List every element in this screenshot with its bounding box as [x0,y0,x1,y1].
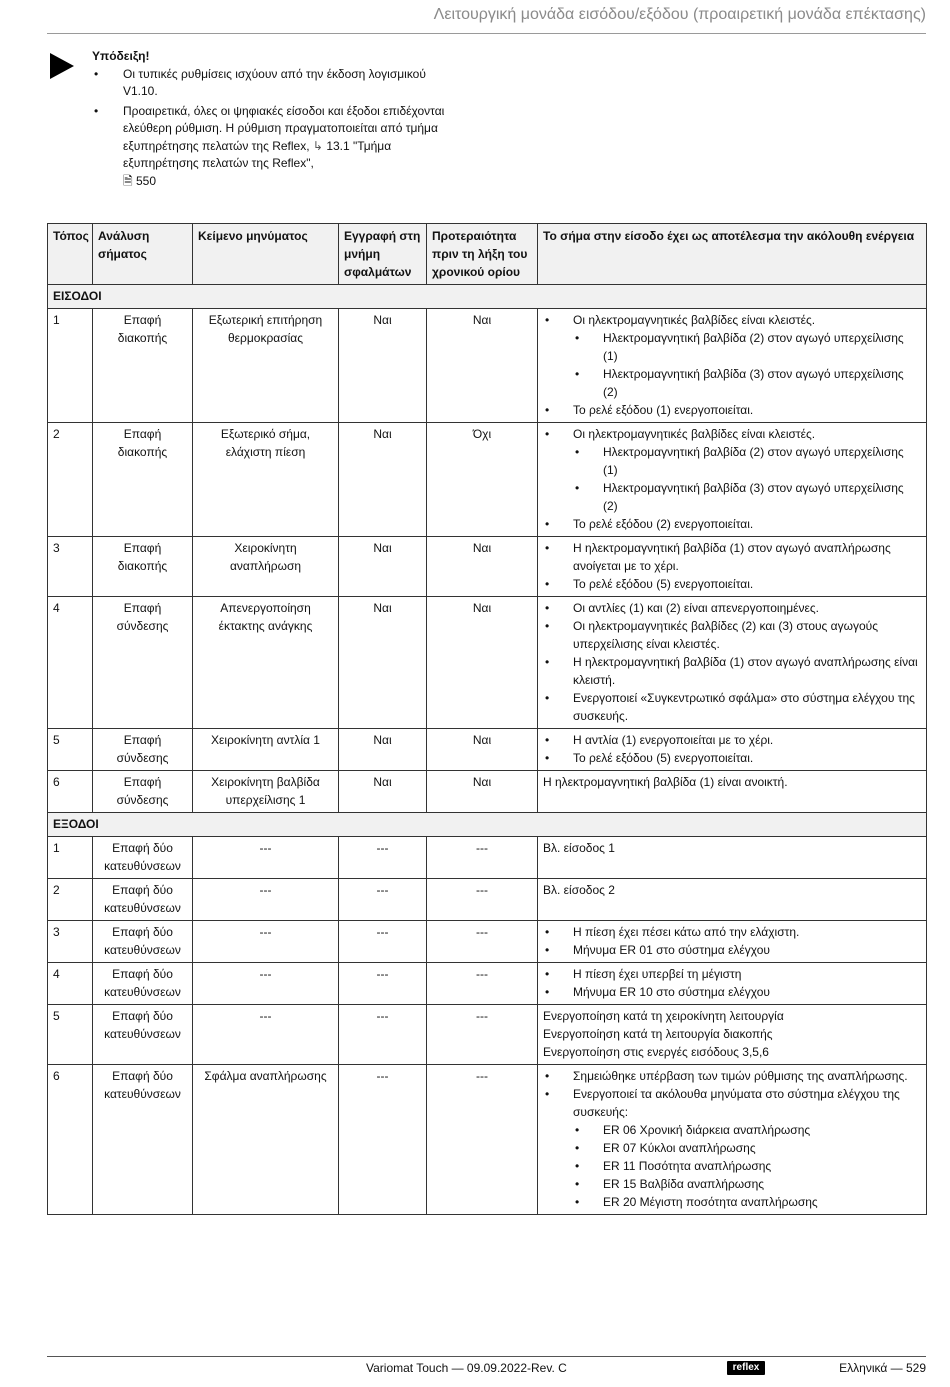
action-list [543,425,921,533]
cell-memory: --- [339,879,427,921]
action-item [543,1067,921,1085]
cell-priority: Ναι [427,729,538,771]
cell-priority: --- [427,837,538,879]
table-body [48,285,927,1215]
io-table [47,223,927,1215]
cell-priority: Ναι [427,537,538,597]
action-item [543,923,921,941]
page-reference: 550 [136,173,157,188]
note-item-text: Οι τυπικές ρυθμίσεις ισχύουν από την έκδοση λογισμικού V1.10. [123,66,426,98]
cell-message: Σφάλμα αναπλήρωσης [193,1065,339,1215]
action-subitem: • Ηλεκτρομαγνητική βαλβίδα (3) στον αγωγό υπερχείλισης (2) [573,365,921,401]
cell-signal: Επαφή δύο κατευθύνσεων [93,837,193,879]
action-subitem: • ER 06 Χρονική διάρκεια αναπλήρωσης [573,1121,921,1139]
cell-message: --- [193,837,339,879]
cell-signal: Επαφή δύο κατευθύνσεων [93,1005,193,1065]
action-item-text: Το ρελέ εξόδου (2) ενεργοποιείται. [573,517,754,531]
table-row [48,1065,927,1215]
footer-divider [47,1356,926,1357]
action-list [543,731,921,767]
cell-memory: --- [339,921,427,963]
cell-location: 6 [48,771,93,813]
table-row [48,837,927,879]
action-item [543,401,921,419]
cell-message: --- [193,879,339,921]
action-list [543,965,921,1001]
table-row [48,963,927,1005]
note-arrow-icon [50,53,74,79]
cell-location: 5 [48,1005,93,1065]
table-row [48,597,927,729]
action-item-text: Οι ηλεκτρομαγνητικές βαλβίδες (2) και (3) στους αγωγούς υπερχείλισης είναι κλειστές. [573,619,878,651]
page-icon: 🗎 [123,173,133,188]
action-item [543,941,921,959]
cell-priority: Ναι [427,771,538,813]
section-row [48,813,927,837]
cell-location: 4 [48,963,93,1005]
action-list [543,923,921,959]
cell-message: Χειροκίνητη βαλβίδα υπερχείλισης 1 [193,771,339,813]
cell-signal: Επαφή δύο κατευθύνσεων [93,879,193,921]
cell-signal: Επαφή σύνδεσης [93,597,193,729]
section-row [48,285,927,309]
action-item-text: Η πίεση έχει πέσει κάτω από την ελάχιστη. [573,925,800,939]
header-memory: Εγγραφή στη μνήμη σφαλμάτων [339,224,427,285]
section-label: ΕΙΣΟΔΟΙ [48,285,927,309]
table-row [48,309,927,423]
action-subitem: • ER 15 Βαλβίδα αναπλήρωσης [573,1175,921,1193]
note-title: Υπόδειξη! [92,49,150,63]
cell-action [538,921,927,963]
table-row [48,729,927,771]
action-subitem: • Ηλεκτρομαγνητική βαλβίδα (3) στον αγωγό υπερχείλισης (2) [573,479,921,515]
action-item [543,539,921,575]
table-row [48,1005,927,1065]
cell-message: --- [193,963,339,1005]
action-list [543,311,921,419]
cell-message: Εξωτερικό σήμα, ελάχιστη πίεση [193,423,339,537]
cell-signal: Επαφή δύο κατευθύνσεων [93,921,193,963]
header-action: Το σήμα στην είσοδο έχει ως αποτέλεσμα την ακόλουθη ενέργεια [538,224,927,285]
cell-priority: Ναι [427,597,538,729]
cell-priority: --- [427,879,538,921]
action-item-text: Η ηλεκτρομαγνητική βαλβίδα (1) στον αγωγό αναπλήρωσης είναι κλειστή. [573,655,918,687]
action-item [543,749,921,767]
action-subitem: • ER 11 Ποσότητα αναπλήρωσης [573,1157,921,1175]
cell-signal: Επαφή δύο κατευθύνσεων [93,1065,193,1215]
cell-priority: --- [427,1065,538,1215]
action-subitem: • Ηλεκτρομαγνητική βαλβίδα (2) στον αγωγό υπερχείλισης (1) [573,329,921,365]
header-signal: Ανάλυση σήματος [93,224,193,285]
cell-location: 1 [48,309,93,423]
action-text: Η ηλεκτρομαγνητική βαλβίδα (1) είναι ανοικτή. [543,775,788,789]
note-item-text: Προαιρετικά, όλες οι ψηφιακές είσοδοι και έξοδοι επιδέχονται ελεύθερη ρύθμιση. Η ρύθμιση πραγματοποιείται από τμήμα εξυπηρέτησης πελατών της Reflex, [123,103,445,153]
cell-action [538,879,927,921]
cell-memory: Ναι [339,309,427,423]
cell-message: Χειροκίνητη αντλία 1 [193,729,339,771]
action-item [543,599,921,617]
footer-page-number: Ελληνικά — 529 [839,1361,926,1375]
page-header-title: Λειτουργική μονάδα εισόδου/εξόδου (προαιρετική μονάδα επέκτασης) [433,6,926,23]
action-item-text: Σημειώθηκε υπέρβαση των τιμών ρύθμισης της αναπλήρωσης. [573,1069,908,1083]
action-item-text: Οι ηλεκτρομαγνητικές βαλβίδες είναι κλειστές. [573,313,816,327]
action-item-text: Το ρελέ εξόδου (5) ενεργοποιείται. [573,751,754,765]
cell-memory: --- [339,963,427,1005]
header-message: Κείμενο μηνύματος [193,224,339,285]
cell-memory: Ναι [339,597,427,729]
action-text: Ενεργοποίηση κατά τη χειροκίνητη λειτουργία [543,1009,784,1023]
cell-memory: --- [339,837,427,879]
action-item [543,689,921,725]
action-item-text: Οι ηλεκτρομαγνητικές βαλβίδες είναι κλειστές. [573,427,816,441]
action-item-text: Ενεργοποιεί τα ακόλουθα μηνύματα στο σύστημα ελέγχου της συσκευής: [573,1087,900,1119]
note-list [92,66,462,191]
cell-signal: Επαφή διακοπής [93,537,193,597]
action-subitem: • Ηλεκτρομαγνητική βαλβίδα (2) στον αγωγό υπερχείλισης (1) [573,443,921,479]
arrow-reference-icon: ↳ [312,138,323,153]
table-row [48,537,927,597]
cell-priority: --- [427,921,538,963]
cell-location: 2 [48,879,93,921]
action-item [543,731,921,749]
header-location: Τόπος [48,224,93,285]
footer-document-info: Variomat Touch — 09.09.2022-Rev. C [366,1361,567,1375]
cell-location: 5 [48,729,93,771]
action-item-text: Η ηλεκτρομαγνητική βαλβίδα (1) στον αγωγό αναπλήρωσης ανοίγεται με το χέρι. [573,541,891,573]
cross-reference-link[interactable]: 13.1 "Τμήμα εξυπηρέτησης πελατών της Reflex", [123,138,392,170]
cell-priority: --- [427,1005,538,1065]
cell-memory: --- [339,1065,427,1215]
action-sublist [573,329,921,401]
header-divider [47,33,926,34]
cell-location: 3 [48,921,93,963]
action-item-text: Το ρελέ εξόδου (5) ενεργοποιείται. [573,577,754,591]
cell-action [538,423,927,537]
cell-action [538,597,927,729]
cell-action [538,963,927,1005]
cell-action [538,309,927,423]
note-box [92,48,462,192]
cell-message: Χειροκίνητη αναπλήρωση [193,537,339,597]
cell-action [538,1065,927,1215]
action-text: Ενεργοποίηση κατά τη λειτουργία διακοπής [543,1027,773,1041]
action-item [543,575,921,593]
action-subitem: • ER 07 Κύκλοι αναπλήρωσης [573,1139,921,1157]
cell-message: --- [193,1005,339,1065]
action-list [543,539,921,593]
action-list [543,1067,921,1211]
cell-priority: Ναι [427,309,538,423]
table-header-row [48,224,927,285]
cell-action [538,771,927,813]
action-item-text: Οι αντλίες (1) και (2) είναι απενεργοποιημένες. [573,601,819,615]
cell-priority: --- [427,963,538,1005]
action-list [543,599,921,725]
cell-message: Απενεργοποίηση έκτακτης ανάγκης [193,597,339,729]
cell-signal: Επαφή δύο κατευθύνσεων [93,963,193,1005]
note-item [92,103,462,191]
action-text: Βλ. είσοδος 1 [543,841,615,855]
action-item-text: Η πίεση έχει υπερβεί τη μέγιστη [573,967,742,981]
cell-action [538,537,927,597]
action-sublist [573,443,921,515]
cell-action [538,1005,927,1065]
cell-signal: Επαφή διακοπής [93,423,193,537]
action-item-text: Ενεργοποιεί «Συγκεντρωτικό σφάλμα» στο σύστημα ελέγχου της συσκευής. [573,691,915,723]
cell-memory: Ναι [339,423,427,537]
action-item [543,617,921,653]
cell-memory: --- [339,1005,427,1065]
cell-location: 3 [48,537,93,597]
cell-message: --- [193,921,339,963]
cell-action [538,729,927,771]
cell-location: 6 [48,1065,93,1215]
action-item [543,965,921,983]
cell-message: Εξωτερική επιτήρηση θερμοκρασίας [193,309,339,423]
action-subitem: • ER 20 Μέγιστη ποσότητα αναπλήρωσης [573,1193,921,1211]
table-row [48,879,927,921]
cell-location: 2 [48,423,93,537]
table-row [48,921,927,963]
action-text: Βλ. είσοδος 2 [543,883,615,897]
cell-location: 1 [48,837,93,879]
cell-signal: Επαφή σύνδεσης [93,771,193,813]
cell-action [538,837,927,879]
action-sublist [573,1121,921,1211]
action-item [543,653,921,689]
action-item [543,983,921,1001]
cell-signal: Επαφή διακοπής [93,309,193,423]
note-item [92,66,462,101]
action-item [543,425,921,515]
action-item-text: Μήνυμα ER 10 στο σύστημα ελέγχου [573,985,770,999]
table-row [48,771,927,813]
action-item [543,515,921,533]
cell-priority: Όχι [427,423,538,537]
header-priority: Προτεραιότητα πριν τη λήξη του χρονικού ορίου [427,224,538,285]
action-item-text: Η αντλία (1) ενεργοποιείται με το χέρι. [573,733,774,747]
cell-memory: Ναι [339,771,427,813]
action-item-text: Το ρελέ εξόδου (1) ενεργοποιείται. [573,403,754,417]
reflex-logo: reflex [727,1361,765,1375]
cell-memory: Ναι [339,729,427,771]
table-row [48,423,927,537]
section-label: ΕΞΟΔΟΙ [48,813,927,837]
cell-location: 4 [48,597,93,729]
action-item [543,1085,921,1211]
action-text: Ενεργοποίηση στις ενεργές εισόδους 3,5,6 [543,1045,769,1059]
action-item [543,311,921,401]
cell-memory: Ναι [339,537,427,597]
cell-signal: Επαφή σύνδεσης [93,729,193,771]
action-item-text: Μήνυμα ER 01 στο σύστημα ελέγχου [573,943,770,957]
